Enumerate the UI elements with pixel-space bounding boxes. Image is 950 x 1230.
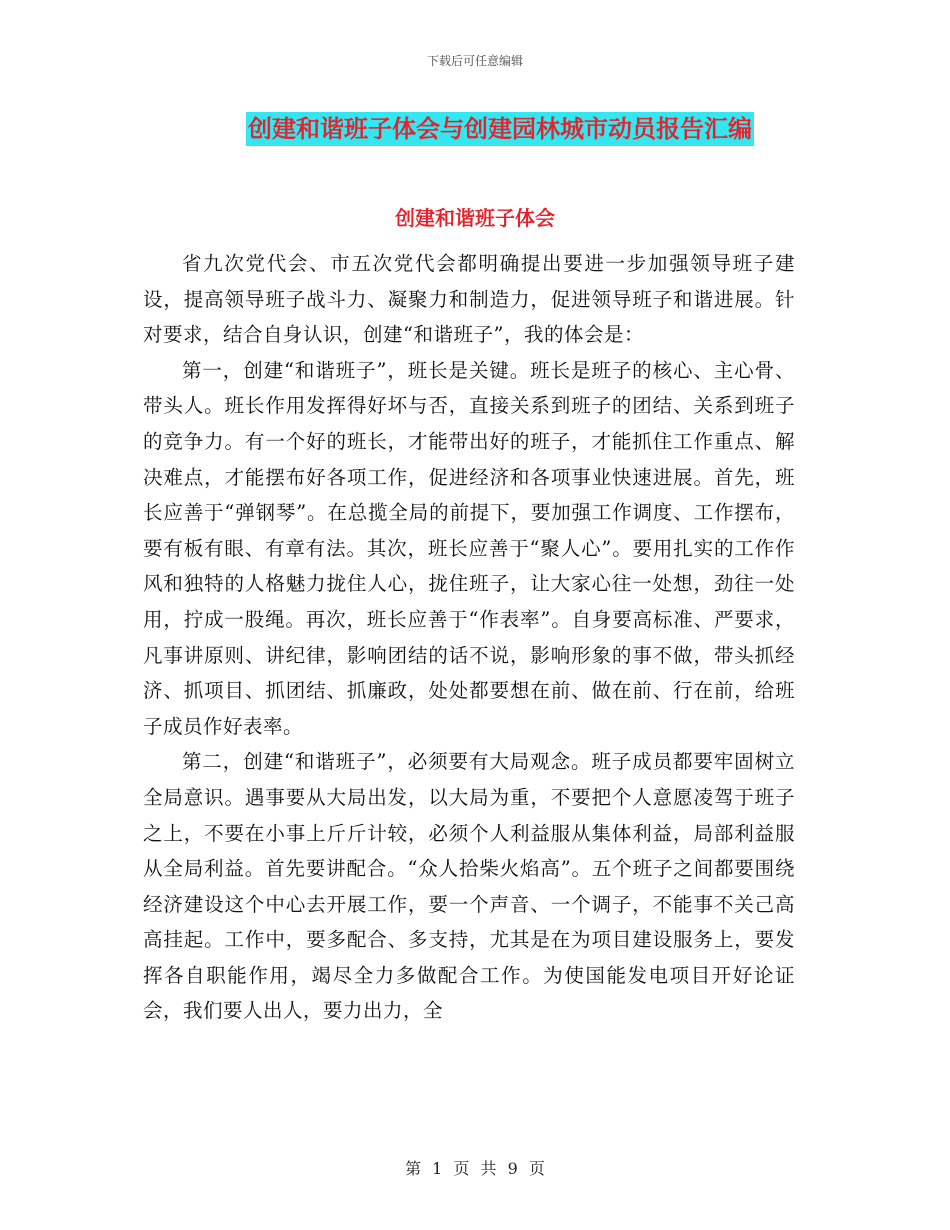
paragraph-second-point: 第二，创建“和谐班子”，必须要有大局观念。班子成员都要牢固树立全局意识。遇事要从大局出发，以大局为重，不要把个人意愿凌驾于班子之上，不要在小事上斤斤计较，必须个人利益服从集体利益，局部利益服从全局利益。首先要讲配合。“众人拾柴火焰高”。五个班子之间都要围绕经济建设这个中心去开展工作，要一个声音、一个调子，不能事不关己高高挂起。工作中，要多配合、多支持，尤其是在为项目建设服务上，要发挥各自职能作用，竭尽全力多做配合工作。为使国能发电项目开好论证会，我们要人出人，要力出力，全 [143,750,795,1023]
page-number-footer: 第 1 页 共 9 页 [405,1159,545,1178]
header-note: 下载后可任意编辑 [426,54,523,68]
main-title: 创建和谐班子体会与创建园林城市动员报告汇编 [246,112,754,146]
paragraph-first-point: 第一，创建“和谐班子”，班长是关键。班长是班子的核心、主心骨、带头人。班长作用发挥得好坏与否，直接关系到班子的团结、关系到班子的竞争力。有一个好的班长，才能带出好的班子，才能抓住工作重点、解决难点，才能摆布好各项工作，促进经济和各项事业快速进展。首先，班长应善于“弹钢琴”。在总揽全局的前提下，要加强工作调度、工作摆布，要有板有眼、有章有法。其次，班长应善于“聚人心”。要用扎实的工作作风和独特的人格魅力拢住人心，拢住班子，让大家心往一处想，劲往一处用，拧成一股绳。再次，班长应善于“作表率”。自身要高标准、严要求，凡事讲原则、讲纪律，影响团结的话不说，影响形象的事不做，带头抓经济、抓项目、抓团结、抓廉政，处处都要想在前、做在前、行在前，给班子成员作好表率。 [143,358,795,738]
paragraph-intro: 省九次党代会、市五次党代会都明确提出要进一步加强领导班子建设，提高领导班子战斗力、凝聚力和制造力，促进领导班子和谐进展。针对要求，结合自身认识，创建“和谐班子”，我的体会是： [143,252,795,347]
section-title: 创建和谐班子体会 [395,206,555,230]
main-title-container [0,112,950,146]
document-body [143,246,795,1029]
